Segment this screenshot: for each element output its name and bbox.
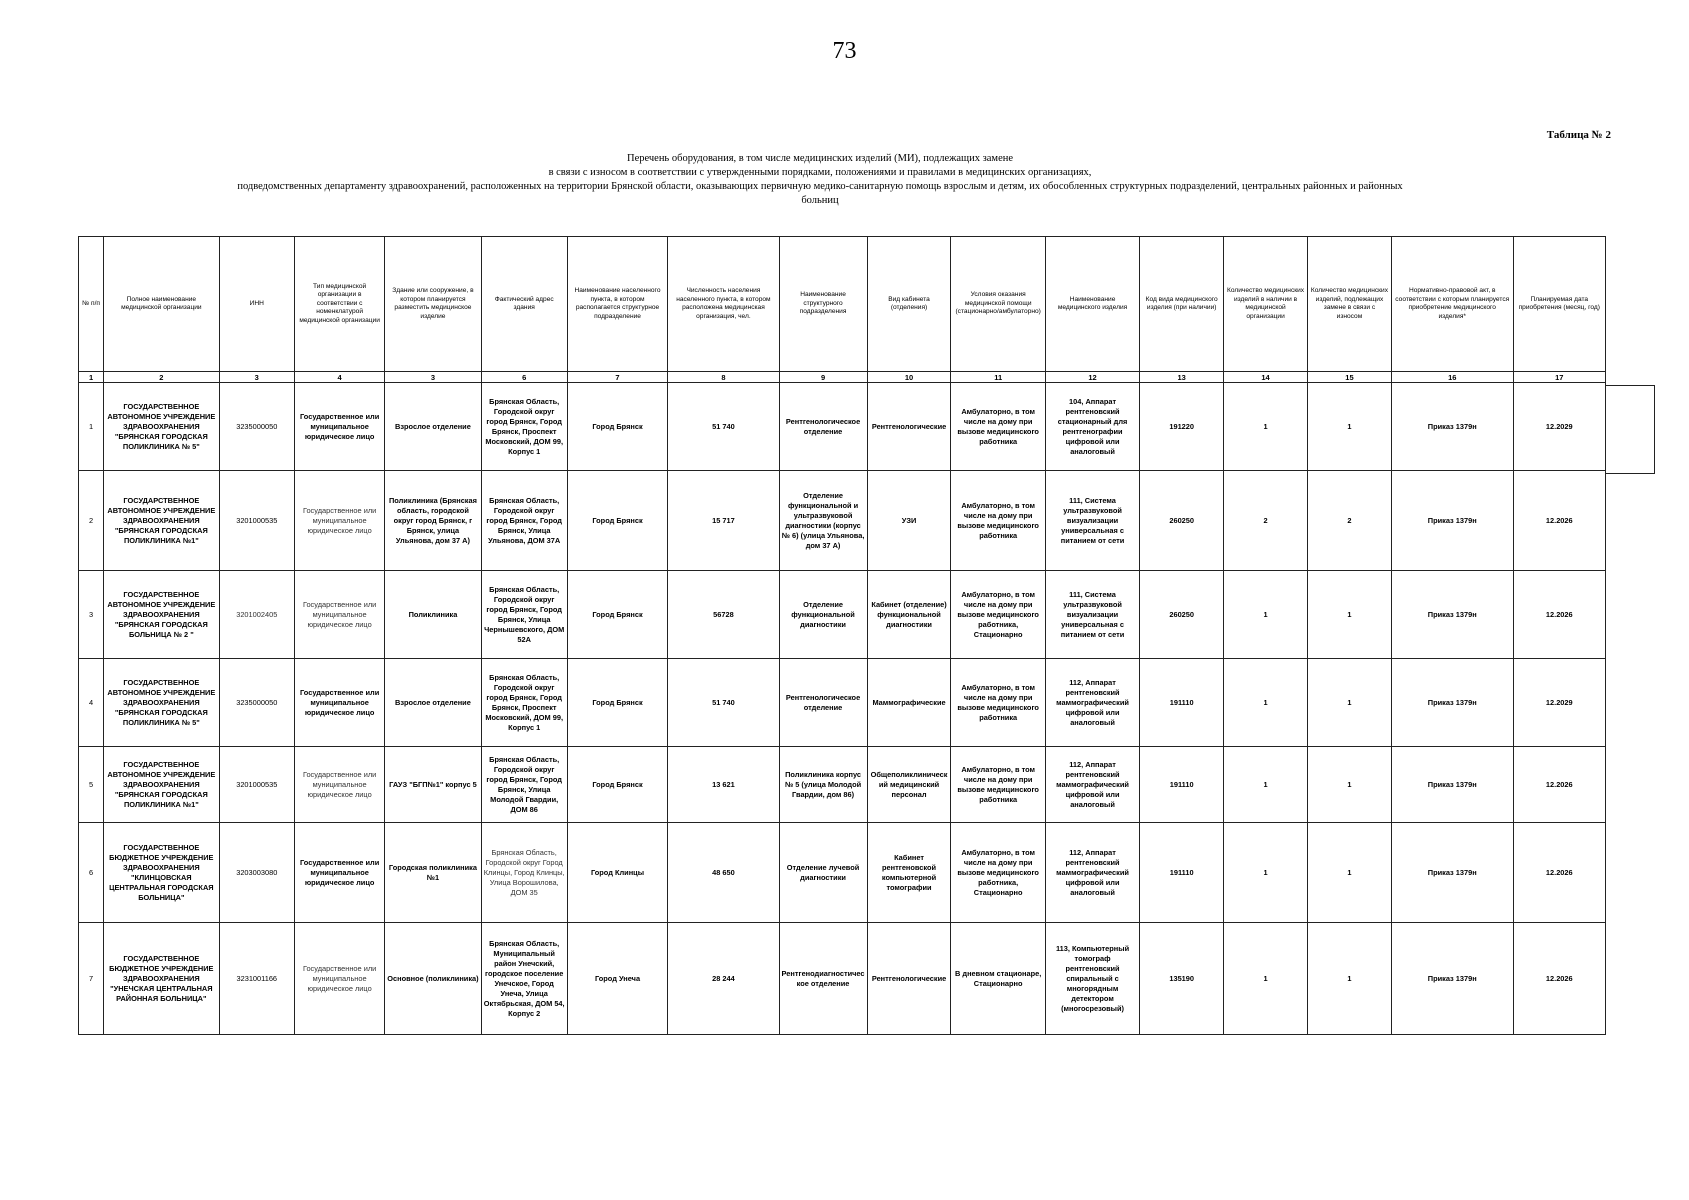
qty-available: 1 bbox=[1224, 747, 1308, 823]
device-name: 112, Аппарат рентгеновский маммографический цифровой или аналоговый bbox=[1045, 747, 1139, 823]
cabinet-type: Кабинет рентгеновской компьютерной томографии bbox=[867, 823, 951, 923]
table-header-row bbox=[79, 237, 1606, 372]
population: 13 621 bbox=[668, 747, 779, 823]
column-number: 3 bbox=[385, 372, 481, 383]
address: Брянская Область, Городской округ город Брянск, Город Брянск, Проспект Московский, ДОМ 99, Корпус 1 bbox=[481, 659, 567, 747]
table-row bbox=[79, 383, 1606, 471]
title-line-4: больниц bbox=[801, 195, 839, 206]
row-number: 6 bbox=[79, 823, 104, 923]
inn: 3235000050 bbox=[219, 659, 295, 747]
cabinet-type: Кабинет (отделение) функциональной диагностики bbox=[867, 571, 951, 659]
column-number: 7 bbox=[567, 372, 668, 383]
care-conditions: Амбулаторно, в том числе на дому при вызове медицинского работника bbox=[951, 659, 1045, 747]
planned-date: 12.2026 bbox=[1513, 923, 1605, 1035]
device-name: 112, Аппарат рентгеновский маммографический цифровой или аналоговый bbox=[1045, 823, 1139, 923]
address: Брянская Область, Городской округ город Брянск, Город Брянск, Улица Чернышевского, ДОМ 52А bbox=[481, 571, 567, 659]
header-cell: Вид кабинета (отделения) bbox=[867, 237, 951, 372]
population: 15 717 bbox=[668, 471, 779, 571]
table-row bbox=[79, 659, 1606, 747]
inn: 3201000535 bbox=[219, 471, 295, 571]
population: 48 650 bbox=[668, 823, 779, 923]
inn: 3235000050 bbox=[219, 383, 295, 471]
org-type: Государственное или муниципальное юридическое лицо bbox=[295, 747, 385, 823]
legal-act: Приказ 1379н bbox=[1391, 923, 1513, 1035]
device-name: 111, Система ультразвуковой визуализации универсальная с питанием от сети bbox=[1045, 471, 1139, 571]
population: 28 244 bbox=[668, 923, 779, 1035]
care-conditions: Амбулаторно, в том числе на дому при вызове медицинского работника bbox=[951, 471, 1045, 571]
population: 51 740 bbox=[668, 383, 779, 471]
table-row bbox=[79, 571, 1606, 659]
device-code: 135190 bbox=[1140, 923, 1224, 1035]
structural-unit: Отделение функциональной диагностики bbox=[779, 571, 867, 659]
organization-name: ГОСУДАРСТВЕННОЕ АВТОНОМНОЕ УЧРЕЖДЕНИЕ ЗДРАВООХРАНЕНИЯ "БРЯНСКАЯ ГОРОДСКАЯ ПОЛИКЛИНИКА №1" bbox=[104, 471, 219, 571]
column-number: 15 bbox=[1308, 372, 1392, 383]
header-cell: Полное наименование медицинской организации bbox=[104, 237, 219, 372]
structural-unit: Отделение лучевой диагностики bbox=[779, 823, 867, 923]
organization-name: ГОСУДАРСТВЕННОЕ АВТОНОМНОЕ УЧРЕЖДЕНИЕ ЗДРАВООХРАНЕНИЯ "БРЯНСКАЯ ГОРОДСКАЯ БОЛЬНИЦА № 2 " bbox=[104, 571, 219, 659]
header-cell: Количество медицинских изделий, подлежащих замене в связи с износом bbox=[1308, 237, 1392, 372]
device-code: 191110 bbox=[1140, 659, 1224, 747]
column-number: 2 bbox=[104, 372, 219, 383]
qty-available: 1 bbox=[1224, 383, 1308, 471]
qty-available: 2 bbox=[1224, 471, 1308, 571]
locality: Город Унеча bbox=[567, 923, 668, 1035]
device-code: 260250 bbox=[1140, 571, 1224, 659]
org-type: Государственное или муниципальное юридическое лицо bbox=[295, 923, 385, 1035]
device-code: 191110 bbox=[1140, 823, 1224, 923]
device-code: 260250 bbox=[1140, 471, 1224, 571]
building: Взрослое отделение bbox=[385, 383, 481, 471]
org-type: Государственное или муниципальное юридическое лицо bbox=[295, 571, 385, 659]
locality: Город Брянск bbox=[567, 383, 668, 471]
structural-unit: Рентгенологическое отделение bbox=[779, 659, 867, 747]
stray-border bbox=[1606, 385, 1655, 474]
column-number: 14 bbox=[1224, 372, 1308, 383]
equipment-table bbox=[78, 236, 1606, 1035]
page-number: 73 bbox=[832, 38, 857, 64]
column-number: 3 bbox=[219, 372, 295, 383]
column-number: 8 bbox=[668, 372, 779, 383]
device-code: 191110 bbox=[1140, 747, 1224, 823]
inn: 3231001166 bbox=[219, 923, 295, 1035]
row-number: 3 bbox=[79, 571, 104, 659]
population: 51 740 bbox=[668, 659, 779, 747]
care-conditions: Амбулаторно, в том числе на дому при вызове медицинского работника bbox=[951, 747, 1045, 823]
qty-available: 1 bbox=[1224, 659, 1308, 747]
legal-act: Приказ 1379н bbox=[1391, 571, 1513, 659]
address: Брянская Область, Городской округ город Брянск, Город Брянск, Проспект Московский, ДОМ 99, Корпус 1 bbox=[481, 383, 567, 471]
structural-unit: Рентгенологическое отделение bbox=[779, 383, 867, 471]
care-conditions: Амбулаторно, в том числе на дому при вызове медицинского работника bbox=[951, 383, 1045, 471]
header-cell: Планируемая дата приобретения (месяц, год) bbox=[1513, 237, 1605, 372]
table-label: Таблица № 2 bbox=[1546, 129, 1611, 141]
legal-act: Приказ 1379н bbox=[1391, 823, 1513, 923]
column-number: 17 bbox=[1513, 372, 1605, 383]
structural-unit: Поликлиника корпус № 5 (улица Молодой Гвардии, дом 86) bbox=[779, 747, 867, 823]
address: Брянская Область, Муниципальный район Унечский, городское поселение Унечское, Город Унеча, Улица Октябрьская, ДОМ 54, Корпус 2 bbox=[481, 923, 567, 1035]
inn: 3203003080 bbox=[219, 823, 295, 923]
legal-act: Приказ 1379н bbox=[1391, 659, 1513, 747]
cabinet-type: Рентгенологические bbox=[867, 383, 951, 471]
header-cell: Численность населения населенного пункта, в котором расположена медицинская организация, чел. bbox=[668, 237, 779, 372]
qty-available: 1 bbox=[1224, 571, 1308, 659]
structural-unit: Отделение функциональной и ультразвуковой диагностики (корпус № 6) (улица Ульянова, дом 37 А) bbox=[779, 471, 867, 571]
qty-replace: 1 bbox=[1308, 383, 1392, 471]
cabinet-type: Маммографические bbox=[867, 659, 951, 747]
row-number: 5 bbox=[79, 747, 104, 823]
locality: Город Брянск bbox=[567, 747, 668, 823]
qty-replace: 1 bbox=[1308, 923, 1392, 1035]
row-number: 7 bbox=[79, 923, 104, 1035]
header-cell: Тип медицинской организации в соответствии с номенклатурой медицинской организации bbox=[295, 237, 385, 372]
org-type: Государственное или муниципальное юридическое лицо bbox=[295, 471, 385, 571]
header-cell: Наименование структурного подразделения bbox=[779, 237, 867, 372]
organization-name: ГОСУДАРСТВЕННОЕ БЮДЖЕТНОЕ УЧРЕЖДЕНИЕ ЗДРАВООХРАНЕНИЯ "КЛИНЦОВСКАЯ ЦЕНТРАЛЬНАЯ ГОРОДСКАЯ БОЛЬНИЦА" bbox=[104, 823, 219, 923]
planned-date: 12.2026 bbox=[1513, 471, 1605, 571]
care-conditions: Амбулаторно, в том числе на дому при вызове медицинского работника, Стационарно bbox=[951, 823, 1045, 923]
building: Поликлиника (Брянская область, городской округ город Брянск, г Брянск, улица Ульянова, дом 37 А) bbox=[385, 471, 481, 571]
org-type: Государственное или муниципальное юридическое лицо bbox=[295, 383, 385, 471]
header-cell: Условия оказания медицинской помощи (стационарно/амбулаторно) bbox=[951, 237, 1045, 372]
header-cell: ИНН bbox=[219, 237, 295, 372]
qty-available: 1 bbox=[1224, 923, 1308, 1035]
qty-replace: 1 bbox=[1308, 747, 1392, 823]
organization-name: ГОСУДАРСТВЕННОЕ АВТОНОМНОЕ УЧРЕЖДЕНИЕ ЗДРАВООХРАНЕНИЯ "БРЯНСКАЯ ГОРОДСКАЯ ПОЛИКЛИНИКА №1" bbox=[104, 747, 219, 823]
table-row bbox=[79, 923, 1606, 1035]
organization-name: ГОСУДАРСТВЕННОЕ АВТОНОМНОЕ УЧРЕЖДЕНИЕ ЗДРАВООХРАНЕНИЯ "БРЯНСКАЯ ГОРОДСКАЯ ПОЛИКЛИНИКА № 5" bbox=[104, 659, 219, 747]
qty-available: 1 bbox=[1224, 823, 1308, 923]
locality: Город Брянск bbox=[567, 659, 668, 747]
legal-act: Приказ 1379н bbox=[1391, 471, 1513, 571]
header-cell: Здание или сооружение, в котором планируется разместить медицинское изделие bbox=[385, 237, 481, 372]
column-number: 16 bbox=[1391, 372, 1513, 383]
locality: Город Клинцы bbox=[567, 823, 668, 923]
qty-replace: 1 bbox=[1308, 571, 1392, 659]
header-cell: Нормативно-правовой акт, в соответствии с которым планируется приобретение медицинского изделия* bbox=[1391, 237, 1513, 372]
structural-unit: Рентгенодиагностическое отделение bbox=[779, 923, 867, 1035]
column-number: 12 bbox=[1045, 372, 1139, 383]
header-cell: № п/п bbox=[79, 237, 104, 372]
planned-date: 12.2026 bbox=[1513, 823, 1605, 923]
device-name: 113, Компьютерный томограф рентгеновский спиральный с многорядным детектором (многосрезовый) bbox=[1045, 923, 1139, 1035]
planned-date: 12.2026 bbox=[1513, 571, 1605, 659]
building: Городская поликлиника №1 bbox=[385, 823, 481, 923]
building: Основное (поликлиника) bbox=[385, 923, 481, 1035]
title-line-1: Перечень оборудования, в том числе медицинских изделий (МИ), подлежащих замене bbox=[626, 153, 1014, 164]
column-number: 6 bbox=[481, 372, 567, 383]
table-row bbox=[79, 823, 1606, 923]
header-cell: Фактический адрес здания bbox=[481, 237, 567, 372]
document-title bbox=[120, 152, 1520, 208]
column-number: 1 bbox=[79, 372, 104, 383]
header-cell: Количество медицинских изделий в наличии в медицинской организации bbox=[1224, 237, 1308, 372]
header-cell: Код вида медицинского изделия (при наличии) bbox=[1140, 237, 1224, 372]
building: Взрослое отделение bbox=[385, 659, 481, 747]
cabinet-type: УЗИ bbox=[867, 471, 951, 571]
column-number-row bbox=[79, 372, 1606, 383]
org-type: Государственное или муниципальное юридическое лицо bbox=[295, 823, 385, 923]
planned-date: 12.2029 bbox=[1513, 383, 1605, 471]
device-name: 112, Аппарат рентгеновский маммографический цифровой или аналоговый bbox=[1045, 659, 1139, 747]
column-number: 13 bbox=[1140, 372, 1224, 383]
row-number: 1 bbox=[79, 383, 104, 471]
column-number: 4 bbox=[295, 372, 385, 383]
header-cell: Наименование населенного пункта, в котором располагается структурное подразделение bbox=[567, 237, 668, 372]
inn: 3201000535 bbox=[219, 747, 295, 823]
column-number: 11 bbox=[951, 372, 1045, 383]
planned-date: 12.2026 bbox=[1513, 747, 1605, 823]
qty-replace: 1 bbox=[1308, 823, 1392, 923]
qty-replace: 1 bbox=[1308, 659, 1392, 747]
row-number: 4 bbox=[79, 659, 104, 747]
title-line-2: в связи с износом в соответствии с утвержденными порядками, положениями и правилами в медицинских организациях, bbox=[548, 167, 1092, 178]
building: Поликлиника bbox=[385, 571, 481, 659]
org-type: Государственное или муниципальное юридическое лицо bbox=[295, 659, 385, 747]
cabinet-type: Общеполиклинический медицинский персонал bbox=[867, 747, 951, 823]
organization-name: ГОСУДАРСТВЕННОЕ АВТОНОМНОЕ УЧРЕЖДЕНИЕ ЗДРАВООХРАНЕНИЯ "БРЯНСКАЯ ГОРОДСКАЯ ПОЛИКЛИНИКА № 5" bbox=[104, 383, 219, 471]
title-line-3: подведомственных департаменту здравоохранений, расположенных на территории Брянской области, оказывающих первичную медико-санитарную помощь взрослым и детям, их обособленных структурных подразделений, центральных районных и районных bbox=[237, 181, 1403, 192]
cabinet-type: Рентгенологические bbox=[867, 923, 951, 1035]
table-row bbox=[79, 747, 1606, 823]
planned-date: 12.2029 bbox=[1513, 659, 1605, 747]
population: 56728 bbox=[668, 571, 779, 659]
column-number: 9 bbox=[779, 372, 867, 383]
organization-name: ГОСУДАРСТВЕННОЕ БЮДЖЕТНОЕ УЧРЕЖДЕНИЕ ЗДРАВООХРАНЕНИЯ "УНЕЧСКАЯ ЦЕНТРАЛЬНАЯ РАЙОННАЯ БОЛЬНИЦА" bbox=[104, 923, 219, 1035]
legal-act: Приказ 1379н bbox=[1391, 383, 1513, 471]
care-conditions: В дневном стационаре, Стационарно bbox=[951, 923, 1045, 1035]
device-name: 104, Аппарат рентгеновский стационарный для рентгенографии цифровой или аналоговый bbox=[1045, 383, 1139, 471]
locality: Город Брянск bbox=[567, 571, 668, 659]
header-cell: Наименование медицинского изделия bbox=[1045, 237, 1139, 372]
address: Брянская Область, Городской округ город Брянск, Город Брянск, Улица Ульянова, ДОМ 37А bbox=[481, 471, 567, 571]
qty-replace: 2 bbox=[1308, 471, 1392, 571]
locality: Город Брянск bbox=[567, 471, 668, 571]
column-number: 10 bbox=[867, 372, 951, 383]
address: Брянская Область, Городской округ Город Клинцы, Город Клинцы, Улица Ворошилова, ДОМ 35 bbox=[481, 823, 567, 923]
device-code: 191220 bbox=[1140, 383, 1224, 471]
inn: 3201002405 bbox=[219, 571, 295, 659]
row-number: 2 bbox=[79, 471, 104, 571]
legal-act: Приказ 1379н bbox=[1391, 747, 1513, 823]
address: Брянская Область, Городской округ город Брянск, Город Брянск, Улица Молодой Гвардии, ДОМ 86 bbox=[481, 747, 567, 823]
device-name: 111, Система ультразвуковой визуализации универсальная с питанием от сети bbox=[1045, 571, 1139, 659]
building: ГАУЗ "БГП№1" корпус 5 bbox=[385, 747, 481, 823]
care-conditions: Амбулаторно, в том числе на дому при вызове медицинского работника, Стационарно bbox=[951, 571, 1045, 659]
table-row bbox=[79, 471, 1606, 571]
